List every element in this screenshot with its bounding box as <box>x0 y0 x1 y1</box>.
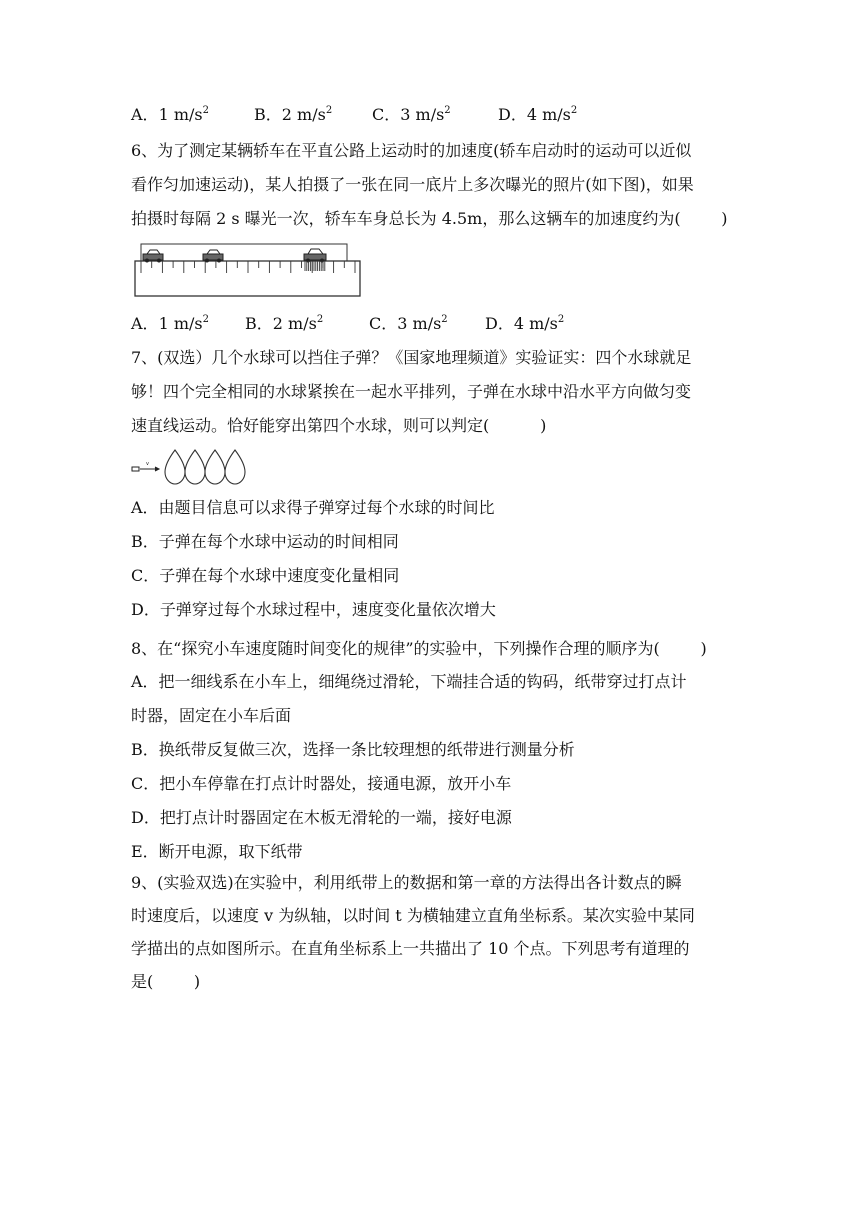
car-photo-ruler-figure <box>133 243 363 299</box>
q7-option-b: B．子弹在每个水球中运动的时间相同 <box>131 532 399 551</box>
water-ball-icon <box>205 450 225 484</box>
q9-line-2: 时速度后，以速度 v 为纵轴，以时间 t 为横轴建立直角坐标系。某次实验中某同 <box>131 906 695 925</box>
q8-option-a-line-2: 时器，固定在小车后面 <box>131 706 292 725</box>
q7-line-1: 7、(双选）几个水球可以挡住子弹？《国家地理频道》实验证实：四个水球就足 <box>131 348 692 367</box>
bullet-water-balls-figure <box>131 446 251 486</box>
q5-option-b: B．2 $m/s^2$ <box>254 105 333 124</box>
q7-option-a: A．由题目信息可以求得子弹穿过每个水球的时间比 <box>131 498 495 517</box>
q6-options <box>131 314 564 334</box>
ruler-ticks <box>141 261 355 273</box>
q6-line-2: 看作匀加速运动)，某人拍摄了一张在同一底片上多次曝光的照片(如下图)，如果 <box>131 175 694 194</box>
q8-option-d: D．把打点计时器固定在木板无滑轮的一端，接好电源 <box>131 808 512 827</box>
q7-option-d: D．子弹穿过每个水球过程中，速度变化量依次增大 <box>131 600 496 619</box>
q5-option-c: C．3 $m/s^2$ <box>372 105 451 124</box>
q8-option-e: E．断开电源，取下纸带 <box>131 842 303 861</box>
q6-line-1: 6、为了测定某辆轿车在平直公路上运动时的加速度(轿车启动时的运动可以近似 <box>131 141 692 160</box>
q5-option-d: D．4 $m/s^2$ <box>498 105 578 124</box>
water-ball-icon <box>185 450 205 484</box>
q9-line-4: 是( ) <box>131 972 201 991</box>
q6-option-a: A．1 $m/s^2$ <box>131 314 209 333</box>
water-ball-icon <box>165 450 185 484</box>
q8-option-a-line-1: A．把一细线系在小车上，细绳绕过滑轮，下端挂合适的钩码，纸带穿过打点计 <box>131 672 687 691</box>
q8-stem: 8、在“探究小车速度随时间变化的规律”的实验中，下列操作合理的顺序为( ) <box>131 639 707 658</box>
ruler-body <box>135 261 360 296</box>
q8-option-b: B．换纸带反复做三次，选择一条比较理想的纸带进行测量分析 <box>131 740 575 759</box>
bullet-icon <box>132 461 159 471</box>
q6-option-d: D．4 $m/s^2$ <box>485 314 565 333</box>
q7-option-c: C．子弹在每个水球中速度变化量相同 <box>131 566 400 585</box>
q8-option-c: C．把小车停靠在打点计时器处，接通电源，放开小车 <box>131 774 512 793</box>
q9-line-1: 9、(实验双选)在实验中，利用纸带上的数据和第一章的方法得出各计数点的瞬 <box>131 873 682 892</box>
q7-line-2: 够！四个完全相同的水球紧挨在一起水平排列，子弹在水球中沿水平方向做匀变 <box>131 382 692 401</box>
q9-line-3: 学描出的点如图所示。在直角坐标系上一共描出了 10 个点。下列思考有道理的 <box>131 939 690 958</box>
water-ball-icon <box>225 450 245 484</box>
q7-line-3: 速直线运动。恰好能穿出第四个水球，则可以判定( ) <box>131 416 547 435</box>
car-icon <box>203 250 223 262</box>
q6-line-3: 拍摄时每隔 2 s 曝光一次，轿车车身总长为 4.5m，那么这辆车的加速度约为( ) <box>131 209 728 228</box>
car-icon <box>304 249 326 262</box>
q5-options <box>131 105 577 125</box>
q6-option-b: B．2 $m/s^2$ <box>245 314 324 333</box>
q6-option-c: C．3 $m/s^2$ <box>369 314 448 333</box>
svg-text:v: v <box>146 461 149 467</box>
car-icon <box>143 250 163 262</box>
q5-option-a: A．1 $m/s^2$ <box>131 105 209 124</box>
